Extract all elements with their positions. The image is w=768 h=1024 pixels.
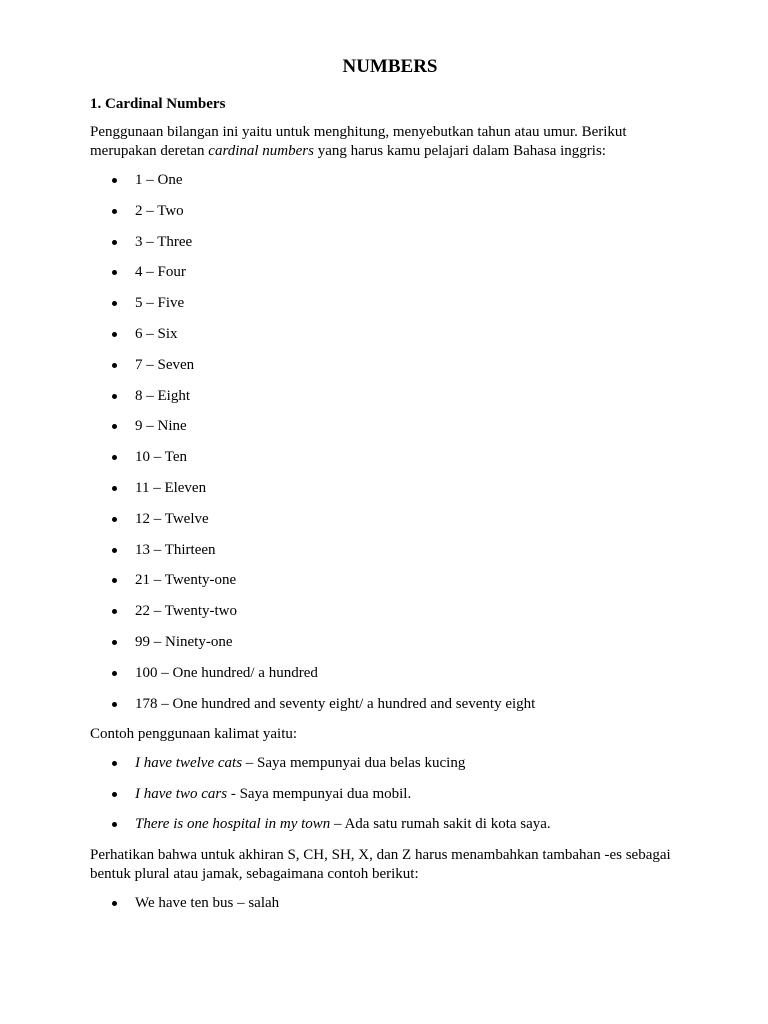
list-item [90,694,690,725]
list-item [90,355,690,386]
list-item [90,784,690,815]
intro-text-2: yang harus kamu pelajari dalam Bahasa inggris: [313,143,606,159]
list-item-text: 4 – Four [135,264,186,281]
bullet-icon [112,424,117,429]
bullet-icon [112,792,117,797]
list-item-text: 10 – Ten [135,449,188,466]
example-translation: Ada satu rumah sakit di kota saya. [344,816,551,833]
bullet-icon [112,301,117,306]
bullet-icon [112,671,117,676]
intro-text-1: Penggunaan bilangan ini yaitu untuk menghitung, menyebutkan tahun atau umur. Berikut merupakan deretan [90,124,627,159]
list-item-text: 99 – Ninety-one [135,633,233,650]
bullet-icon [112,240,117,245]
example-separator: – [242,755,258,772]
intro-paragraph [90,123,690,161]
examples-intro: Contoh penggunaan kalimat yaitu: [90,726,298,743]
example-translation: Saya mempunyai dua mobil. [239,785,412,802]
list-item [90,386,690,417]
list-item-text: 2 – Two [135,202,184,219]
example-separator: – [330,816,345,833]
list-item-text: 22 – Twenty-two [135,603,237,620]
list-item-text: 11 – Eleven [135,479,207,496]
list-item [90,814,690,845]
bullet-icon [112,761,117,766]
bullet-icon [112,486,117,491]
bullet-icon [112,578,117,583]
example-separator: - [227,785,240,802]
document-page [90,56,690,924]
list-item [90,478,690,509]
examples-list [90,753,690,845]
bullet-icon [112,178,117,183]
numbers-list [90,170,690,724]
list-item-text: 7 – Seven [135,356,195,373]
bullet-icon [112,517,117,522]
list-item [90,601,690,632]
list-item [90,893,690,924]
example-english: I have two cars [135,785,228,802]
bullet-icon [112,609,117,614]
list-item-text: 3 – Three [135,233,193,250]
list-item [90,262,690,293]
list-item-text: 1 – One [135,172,183,188]
list-item [90,753,690,784]
list-item [90,509,690,540]
list-item-text: 5 – Five [135,295,185,312]
bullet-icon [112,640,117,645]
section-heading: 1. Cardinal Numbers [90,96,226,112]
intro-italic-term: cardinal numbers [208,143,314,159]
list-item [90,570,690,601]
bullet-icon [112,394,117,399]
list-item [90,632,690,663]
bullet-icon [112,332,117,337]
list-item-text: 8 – Eight [135,387,190,404]
list-item-text: 6 – Six [135,325,178,342]
list-item [90,540,690,571]
list-item [90,232,690,263]
list-item [90,170,690,201]
plural-note: Perhatikan bahwa untuk akhiran S, CH, SH, X, dan Z harus menambahkan tambahan -es sebagai bentuk plural atau jamak, sebagaimana contoh berikut: [90,846,671,882]
list-item-text: 9 – Nine [135,418,187,435]
list-item-text: 21 – Twenty-one [135,572,237,589]
bullet-icon [112,548,117,553]
page-title: NUMBERS [342,56,438,77]
list-item-text: We have ten bus – salah [135,894,280,911]
example-english: There is one hospital in my town [135,816,331,833]
list-item [90,324,690,355]
list-item-text: 13 – Thirteen [135,541,216,558]
bullet-icon [112,270,117,275]
bullet-icon [112,209,117,214]
list-item [90,416,690,447]
bullet-icon [112,822,117,827]
bullet-icon [112,363,117,368]
plural-examples-list [90,893,690,924]
list-item [90,663,690,694]
list-item [90,447,690,478]
bullet-icon [112,901,117,906]
example-translation: Saya mempunyai dua belas kucing [257,755,466,772]
bullet-icon [112,455,117,460]
list-item-text: 12 – Twelve [135,510,209,527]
list-item [90,293,690,324]
list-item-text: 100 – One hundred/ a hundred [135,664,318,681]
bullet-icon [112,702,117,707]
list-item-text: 178 – One hundred and seventy eight/ a hundred and seventy eight [135,695,536,712]
example-english: I have twelve cats [135,755,243,772]
list-item [90,201,690,232]
